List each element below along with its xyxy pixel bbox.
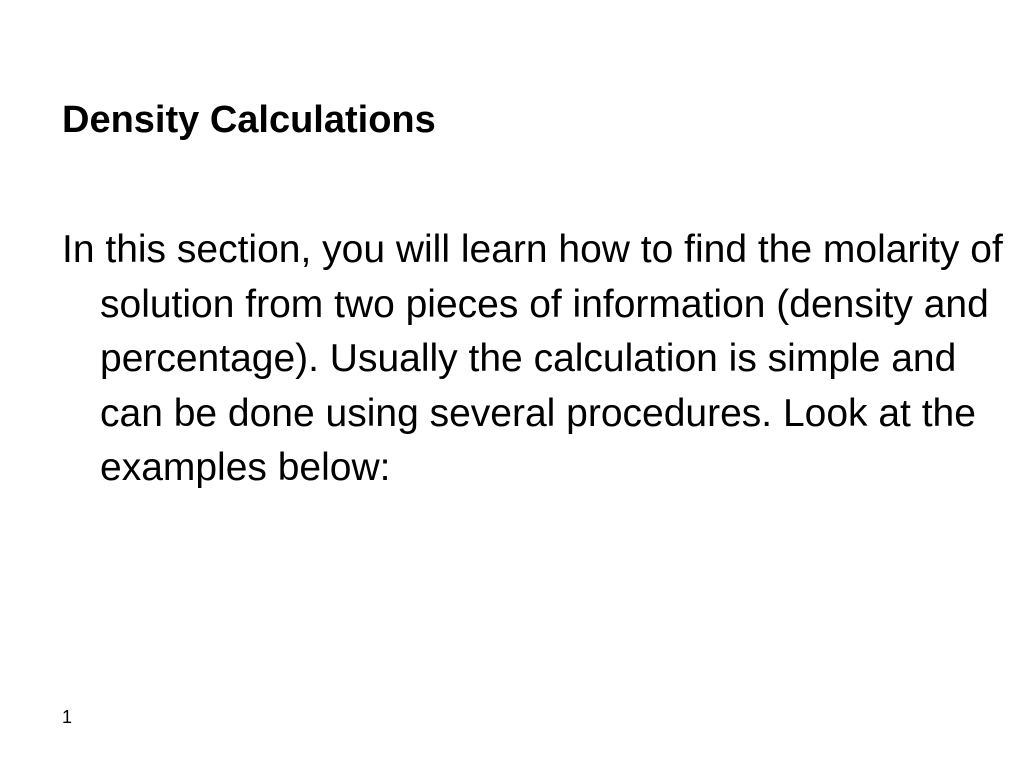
slide-number: 1 bbox=[62, 707, 73, 727]
slide-title: Density Calculations bbox=[62, 99, 436, 141]
slide-body-text: In this section, you will learn how to find the molarity of solution from two pieces of information (density and percentage). Usually the calculation is simple and can be done using several procedures. Look at the examples below: bbox=[62, 228, 1003, 489]
